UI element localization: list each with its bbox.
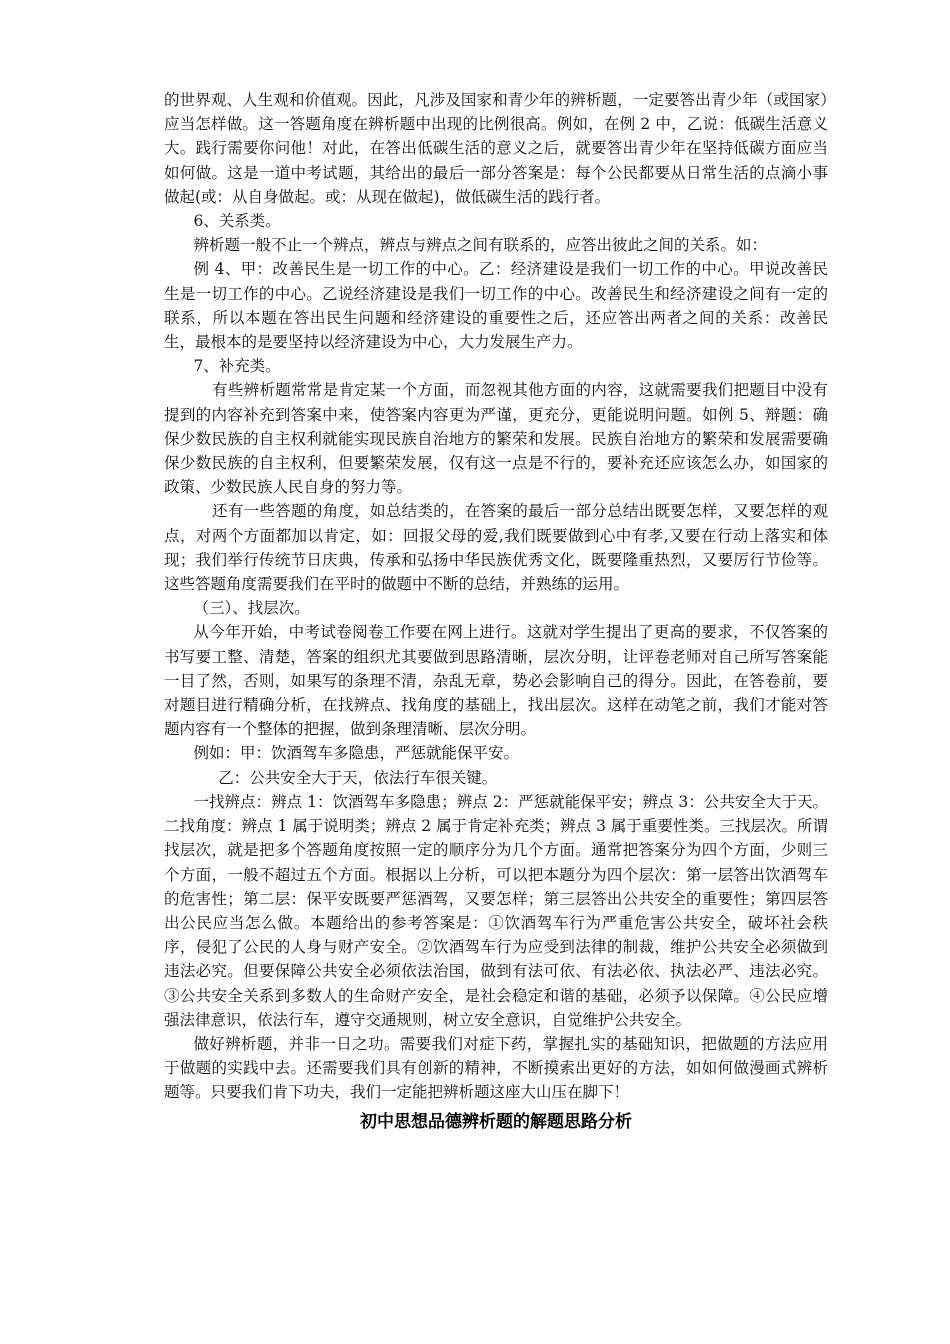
paragraph-analysis-steps: 一找辨点：辨点 1：饮酒驾车多隐患；辨点 2：严惩就能保平安；辨点 3：公共安全大于天。二找角度：辨点 1 属于说明类；辨点 2 属于肯定补充类；辨点 3 属于重要性类。三找层次。所谓找层次，就是把多个答题角度按照一定的顺序分为几个方面。通常把答案分为四个方面，少则三个方面，一般不超过五个方面。根据以上分析，可以把本题分为四个层次：第一层答出饮酒驾车的危害性；第二层：保平安既要严惩酒驾，又要怎样；第三层答出公共安全的重要性；第四层答出公民应当怎么做。本题给出的参考答案是：①饮酒驾车行为严重危害公共安全，破坏社会秩序，侵犯了公民的人身与财产安全。②饮酒驾车行为应受到法律的制裁，维护公共安全必须做到违法必究。但要保障公共安全必须依法治国，做到有法可依、有法必依、执法必严、违法必究。③公共安全关系到多数人的生命财产安全，是社会稳定和谐的基础，必须予以保障。④公民应增强法律意识，依法行车，遵守交通规则，树立安全意识，自觉维护公共安全。	[164, 792, 828, 1029]
paragraph-example-4: 例 4、甲：改善民生是一切工作的中心。乙：经济建设是我们一切工作的中心。甲说改善民生是一切工作的中心。乙说经济建设是我们一切工作的中心。改善民生和经济建设之间有一定的联系，所以本题在答出民生问题和经济建设的重要性之后，还应答出两者之间的关系：改善民生，最根本的是要坚持以经济建设为中心，大力发展生产力。	[164, 260, 828, 352]
document-page	[164, 88, 828, 1135]
paragraph-example-yi: 乙：公共安全大于天，依法行车很关键。	[218, 768, 498, 787]
paragraph-summary-type: 还有一些答题的角度，如总结类的，在答案的最后一部分总结出既要怎样，又要怎样的观点，对两个方面都加以肯定，如：回报父母的爱,我们既要做到心中有孝,又要在行动上落实和体现；我们举行传统节日庆典，传承和弘扬中华民族优秀文化，既要隆重热烈，又要厉行节俭等。这些答题角度需要我们在平时的做题中不断的总结，并熟练的运用。	[164, 502, 828, 594]
paragraph-example-jia: 例如：甲：饮酒驾车多隐患，严惩就能保平安。	[193, 744, 519, 763]
paragraph-supplement-desc: 有些辨析题常常是肯定某一个方面，而忽视其他方面的内容，这就需要我们把题目中没有提到的内容补充到答案中来，使答案内容更为严谨，更充分，更能说明问题。如例 5、辩题：确保少数民族的自主权利就能实现民族自治地方的繁荣和发展。民族自治地方的繁荣和发展需要确保少数民族的自主权利，但要繁荣发展，仅有这一点是不行的，要补充还应该怎么办，如国家的政策、少数民族人民自身的努力等。	[164, 381, 828, 497]
paragraph-intro: 的世界观、人生观和价值观。因此，凡涉及国家和青少年的辨析题，一定要答出青少年（或国家）应当怎样做。这一答题角度在辨析题中出现的比例很高。例如，在例 2 中，乙说：低碳生活意义大。践行需要你问他！对此，在答出低碳生活的意义之后，就要答出青少年在坚持低碳方面应当如何做。这是一道中考试题，其给出的最后一部分答案是：每个公民都要从日常生活的点滴小事做起(或：从自身做起。或：从现在做起)，做低碳生活的践行者。	[164, 91, 828, 206]
heading-supplement-type: 7、补充类。	[193, 357, 281, 376]
paragraph-online-marking: 从今年开始，中考试卷阅卷工作要在网上进行。这就对学生提出了更高的要求，不仅答案的书写要工整、清楚，答案的组织尤其要做到思路清晰，层次分明，让评卷老师对自己所写答案能一目了然，否则，如果写的条理不清，杂乱无章，势必会影响自己的得分。因此，在答卷前，要对题目进行精确分析，在找辨点、找角度的基础上，找出层次。这样在动笔之前，我们才能对答题内容有一个整体的把握，做到条理清晰、层次分明。	[164, 623, 828, 739]
heading-find-levels: （三）、找层次。	[193, 599, 310, 618]
paragraph-relation-desc: 辨析题一般不止一个辨点，辨点与辨点之间有联系的，应答出彼此之间的关系。如：	[193, 236, 767, 255]
heading-relation-type: 6、关系类。	[193, 212, 281, 231]
paragraph-conclusion: 做好辨析题，并非一日之功。需要我们对症下药，掌握扎实的基础知识，把做题的方法应用于做题的实践中去。还需要我们具有创新的精神，不断摸索出更好的方法，如如何做漫画式辨析题等。只要我们肯下功夫，我们一定能把辨析题这座大山压在脚下！	[164, 1034, 828, 1102]
document-title: 初中思想品德辨析题的解题思路分析	[360, 1111, 632, 1132]
